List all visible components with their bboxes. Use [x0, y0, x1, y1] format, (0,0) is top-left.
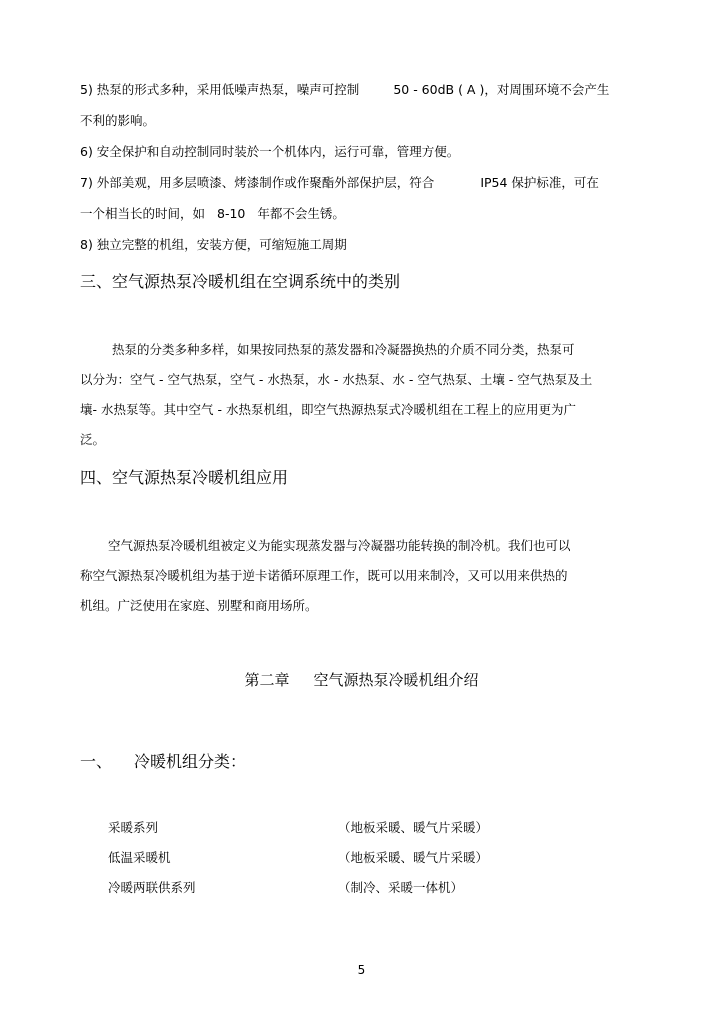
feature-item-7-text-2: 一个相当长的时间，如: [80, 206, 206, 221]
category-row: [108, 820, 488, 836]
section-4-paragraph-line-3: 机组。广泛使用在家庭、别墅和商用场所。: [80, 598, 318, 613]
section-4-heading: 四、空气源热泵冷暖机组应用: [80, 468, 289, 487]
classification-title: 冷暖机组分类：: [134, 752, 247, 771]
category-description: （地板采暖、暖气片采暖）: [338, 820, 489, 835]
classification-heading: [80, 752, 246, 772]
section-3-paragraph-line-3: 壤- 水热泵等。其中空气 - 水热泵机组，即空气热源热泵式冷暖机组在工程上的应用更为广: [80, 402, 576, 417]
feature-item-8: 8) 独立完整的机组，安装方便，可缩短施工周期: [80, 237, 347, 252]
category-description: （地板采暖、暖气片采暖）: [338, 850, 489, 865]
section-4-paragraph-line-2: 称空气源热泵冷暖机组为基于逆卡诺循环原理工作，既可以用来制冷，又可以用来供热的: [80, 568, 568, 583]
feature-item-5-text: 5) 热泵的形式多种，采用低噪声热泵，噪声可控制: [80, 82, 360, 97]
feature-item-5-noise-range: 50 - 60dB ( A )，对周围环境不会产生: [393, 82, 610, 97]
category-row: [108, 880, 463, 896]
feature-item-5-line-1: [80, 82, 609, 98]
feature-item-6: 6) 安全保护和自动控制同时装於一个机体内，运行可靠，管理方便。: [80, 144, 460, 159]
chapter-heading: [0, 670, 723, 690]
chapter-number: 第二章: [244, 671, 290, 689]
classification-number: 一、: [80, 752, 113, 771]
page-number: 5: [357, 963, 366, 977]
section-3-paragraph-line-4: 泛。: [80, 432, 106, 447]
feature-item-7-standard: IP54 保护标准，可在: [480, 175, 599, 190]
feature-item-7-years: 8-10: [217, 206, 246, 221]
chapter-title: 空气源热泵冷暖机组介绍: [313, 671, 479, 689]
feature-item-7-line-2: [80, 206, 345, 222]
feature-item-7-line-1: [80, 175, 599, 191]
section-3-paragraph-line-1: 热泵的分类多种多样，如果按同热泵的蒸发器和冷凝器换热的介质不同分类，热泵可: [112, 342, 575, 357]
section-4-paragraph-line-1: 空气源热泵冷暖机组被定义为能实现蒸发器与冷凝器功能转换的制冷机。我们也可以: [108, 538, 571, 553]
section-3-paragraph-line-2: 以分为：空气 - 空气热泵，空气 - 水热泵，水 - 水热泵、水 - 空气热泵、土壤 - 空气热泵及土: [80, 372, 593, 387]
category-description: （制冷、采暖一体机）: [338, 880, 464, 895]
category-name: 冷暖两联供系列: [108, 880, 196, 895]
feature-item-5-line-2: 不利的影响。: [80, 113, 156, 128]
section-3-heading: 三、空气源热泵冷暖机组在空调系统中的类别: [80, 272, 401, 291]
category-row: [108, 850, 488, 866]
category-name: 采暖系列: [108, 820, 159, 835]
category-name: 低温采暖机: [108, 850, 171, 865]
feature-item-7-text-3: 年都不会生锈。: [257, 206, 345, 221]
feature-item-7-text: 7) 外部美观，用多层喷漆、烤漆制作或作聚酯外部保护层，符合: [80, 175, 435, 190]
